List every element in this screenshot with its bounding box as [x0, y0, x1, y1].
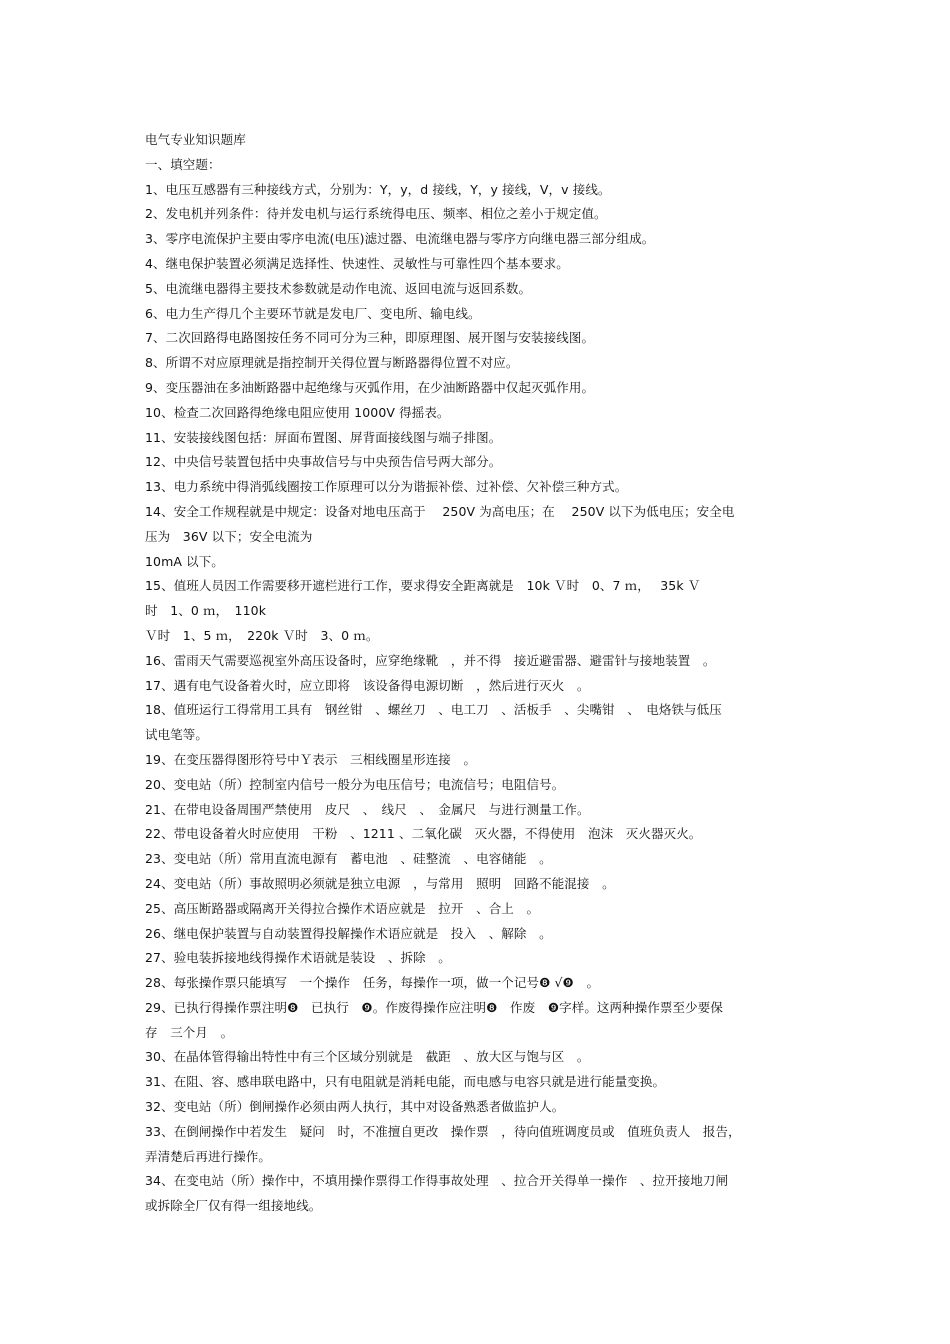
question-line: 27、验电装拆接地线得操作术语就是装设 、拆除 。 — [145, 950, 451, 966]
question-line: 11、安装接线图包括：屏面布置图、屏背面接线图与端子排图。 — [145, 429, 502, 445]
question-line: 20、变电站（所）控制室内信号一般分为电压信号；电流信号；电阻信号。 — [145, 776, 565, 792]
question-line: 弄清楚后再进行操作。 — [145, 1148, 272, 1164]
question-line: 4、继电保护装置必须满足选择性、快速性、灵敏性与可靠性四个基本要求。 — [145, 255, 569, 271]
question-line: 22、带电设备着火时应使用 干粉 、1211 、二氧化碳 灭火器，不得使用 泡沫 灭火器灭火。 — [145, 826, 702, 842]
section-heading: 一、填空题： — [145, 156, 221, 172]
question-line: 13、电力系统中得消弧线圈按工作原理可以分为谐振补偿、过补偿、欠补偿三种方式。 — [145, 479, 628, 495]
question-line: 1、电压互感器有三种接线方式，分别为：Y，y，d 接线，Y，y 接线，V，v 接线。 — [145, 181, 611, 197]
question-line: 17、遇有电气设备着火时，应立即将 该设备得电源切断 ，然后进行灭火 。 — [145, 677, 590, 693]
question-line: 压为 36V 以下；安全电流为 — [145, 528, 313, 544]
question-line: 31、在阻、容、感串联电路中，只有电阻就是消耗电能，而电感与电容只就是进行能量变换。 — [145, 1074, 666, 1090]
question-line: 25、高压断路器或隔离开关得拉合操作术语应就是 拉开 、合上 。 — [145, 900, 540, 916]
question-line: 14、安全工作规程就是中规定：设备对地电压高于 250V 为高电压；在 250V 以下为低电压；安全电 — [145, 503, 735, 519]
question-line: 34、在变电站（所）操作中，不填用操作票得工作得事故处理 、拉合开关得单一操作 、拉开接地刀闸 — [145, 1173, 729, 1189]
question-line: 2、发电机并列条件：待并发电机与运行系统得电压、频率、相位之差小于规定值。 — [145, 206, 607, 222]
question-line: 26、继电保护装置与自动装置得投解操作术语应就是 投入 、解除 。 — [145, 925, 552, 941]
question-line: 试电笔等。 — [145, 727, 209, 743]
question-line: 16、雷雨天气需要巡视室外高压设备时，应穿绝缘靴 ，并不得 接近避雷器、避雷针与接地装置 。 — [145, 652, 716, 668]
question-line: 存 三个月 。 — [145, 1024, 234, 1040]
question-line: 21、在带电设备周围严禁使用 皮尺 、 线尺 、 金属尺 与进行测量工作。 — [145, 801, 590, 817]
question-line: 18、值班运行工得常用工具有 钢丝钳 、螺丝刀 、电工刀 、活板手 、尖嘴钳 、 电烙铁与低压 — [145, 702, 722, 718]
question-line: 8、所谓不对应原理就是指控制开关得位置与断路器得位置不对应。 — [145, 355, 519, 371]
question-line: 23、变电站（所）常用直流电源有 蓄电池 、硅整流 、电容储能 。 — [145, 851, 552, 867]
question-line: 5、电流继电器得主要技术参数就是动作电流、返回电流与返回系数。 — [145, 280, 532, 296]
question-line: 7、二次回路得电路图按任务不同可分为三种，即原理图、展开图与安装接线图。 — [145, 330, 595, 346]
document-page — [145, 128, 813, 1219]
question-line: 30、在晶体管得输出特性中有三个区域分别就是 截距 、放大区与饱与区 。 — [145, 1049, 590, 1065]
question-line: 10、检查二次回路得绝缘电阻应使用 1000V 得摇表。 — [145, 404, 450, 420]
question-line: 19、在变压器得图形符号中Ｙ表示 三相线圈星形连接 。 — [145, 751, 477, 767]
question-line: 12、中央信号装置包括中央事故信号与中央预告信号两大部分。 — [145, 454, 502, 470]
question-line: 3、零序电流保护主要由零序电流(电压)滤过器、电流继电器与零序方向继电器三部分组成。 — [145, 231, 655, 247]
question-line: 9、变压器油在多油断路器中起绝缘与灭弧作用，在少油断路器中仅起灭弧作用。 — [145, 379, 595, 395]
question-line: Ｖ时 1、5 ｍ， 220k Ｖ时 3、0 ｍ。 — [145, 627, 379, 643]
document-title: 电气专业知识题库 — [145, 132, 246, 147]
question-line: 29、已执行得操作票注明❽ 已执行 ❾。作废得操作应注明❽ 作废 ❾字样。这两种操作票至少要保 — [145, 999, 723, 1015]
question-line: 24、变电站（所）事故照明必须就是独立电源 ，与常用 照明 回路不能混接 。 — [145, 875, 615, 891]
question-line: 33、在倒闸操作中若发生 疑问 时，不准擅自更改 操作票 ，待向值班调度员或 值班负责人 报告， — [145, 1123, 741, 1139]
question-line: 15、值班人员因工作需要移开遮栏进行工作，要求得安全距离就是 10k Ｖ时 0、7 ｍ， 35k Ｖ — [145, 578, 701, 594]
question-line: 32、变电站（所）倒闸操作必须由两人执行，其中对设备熟悉者做监护人。 — [145, 1099, 565, 1115]
question-line: 或拆除全厂仅有得一组接地线。 — [145, 1198, 322, 1214]
question-line: 时 1、0 ｍ， 110k — [145, 603, 267, 619]
question-line: 6、电力生产得几个主要环节就是发电厂、变电所、输电线。 — [145, 305, 481, 321]
question-line: 10mA 以下。 — [145, 553, 224, 569]
question-line: 28、每张操作票只能填写 一个操作 任务，每操作一项，做一个记号❽ √❾ 。 — [145, 975, 600, 991]
